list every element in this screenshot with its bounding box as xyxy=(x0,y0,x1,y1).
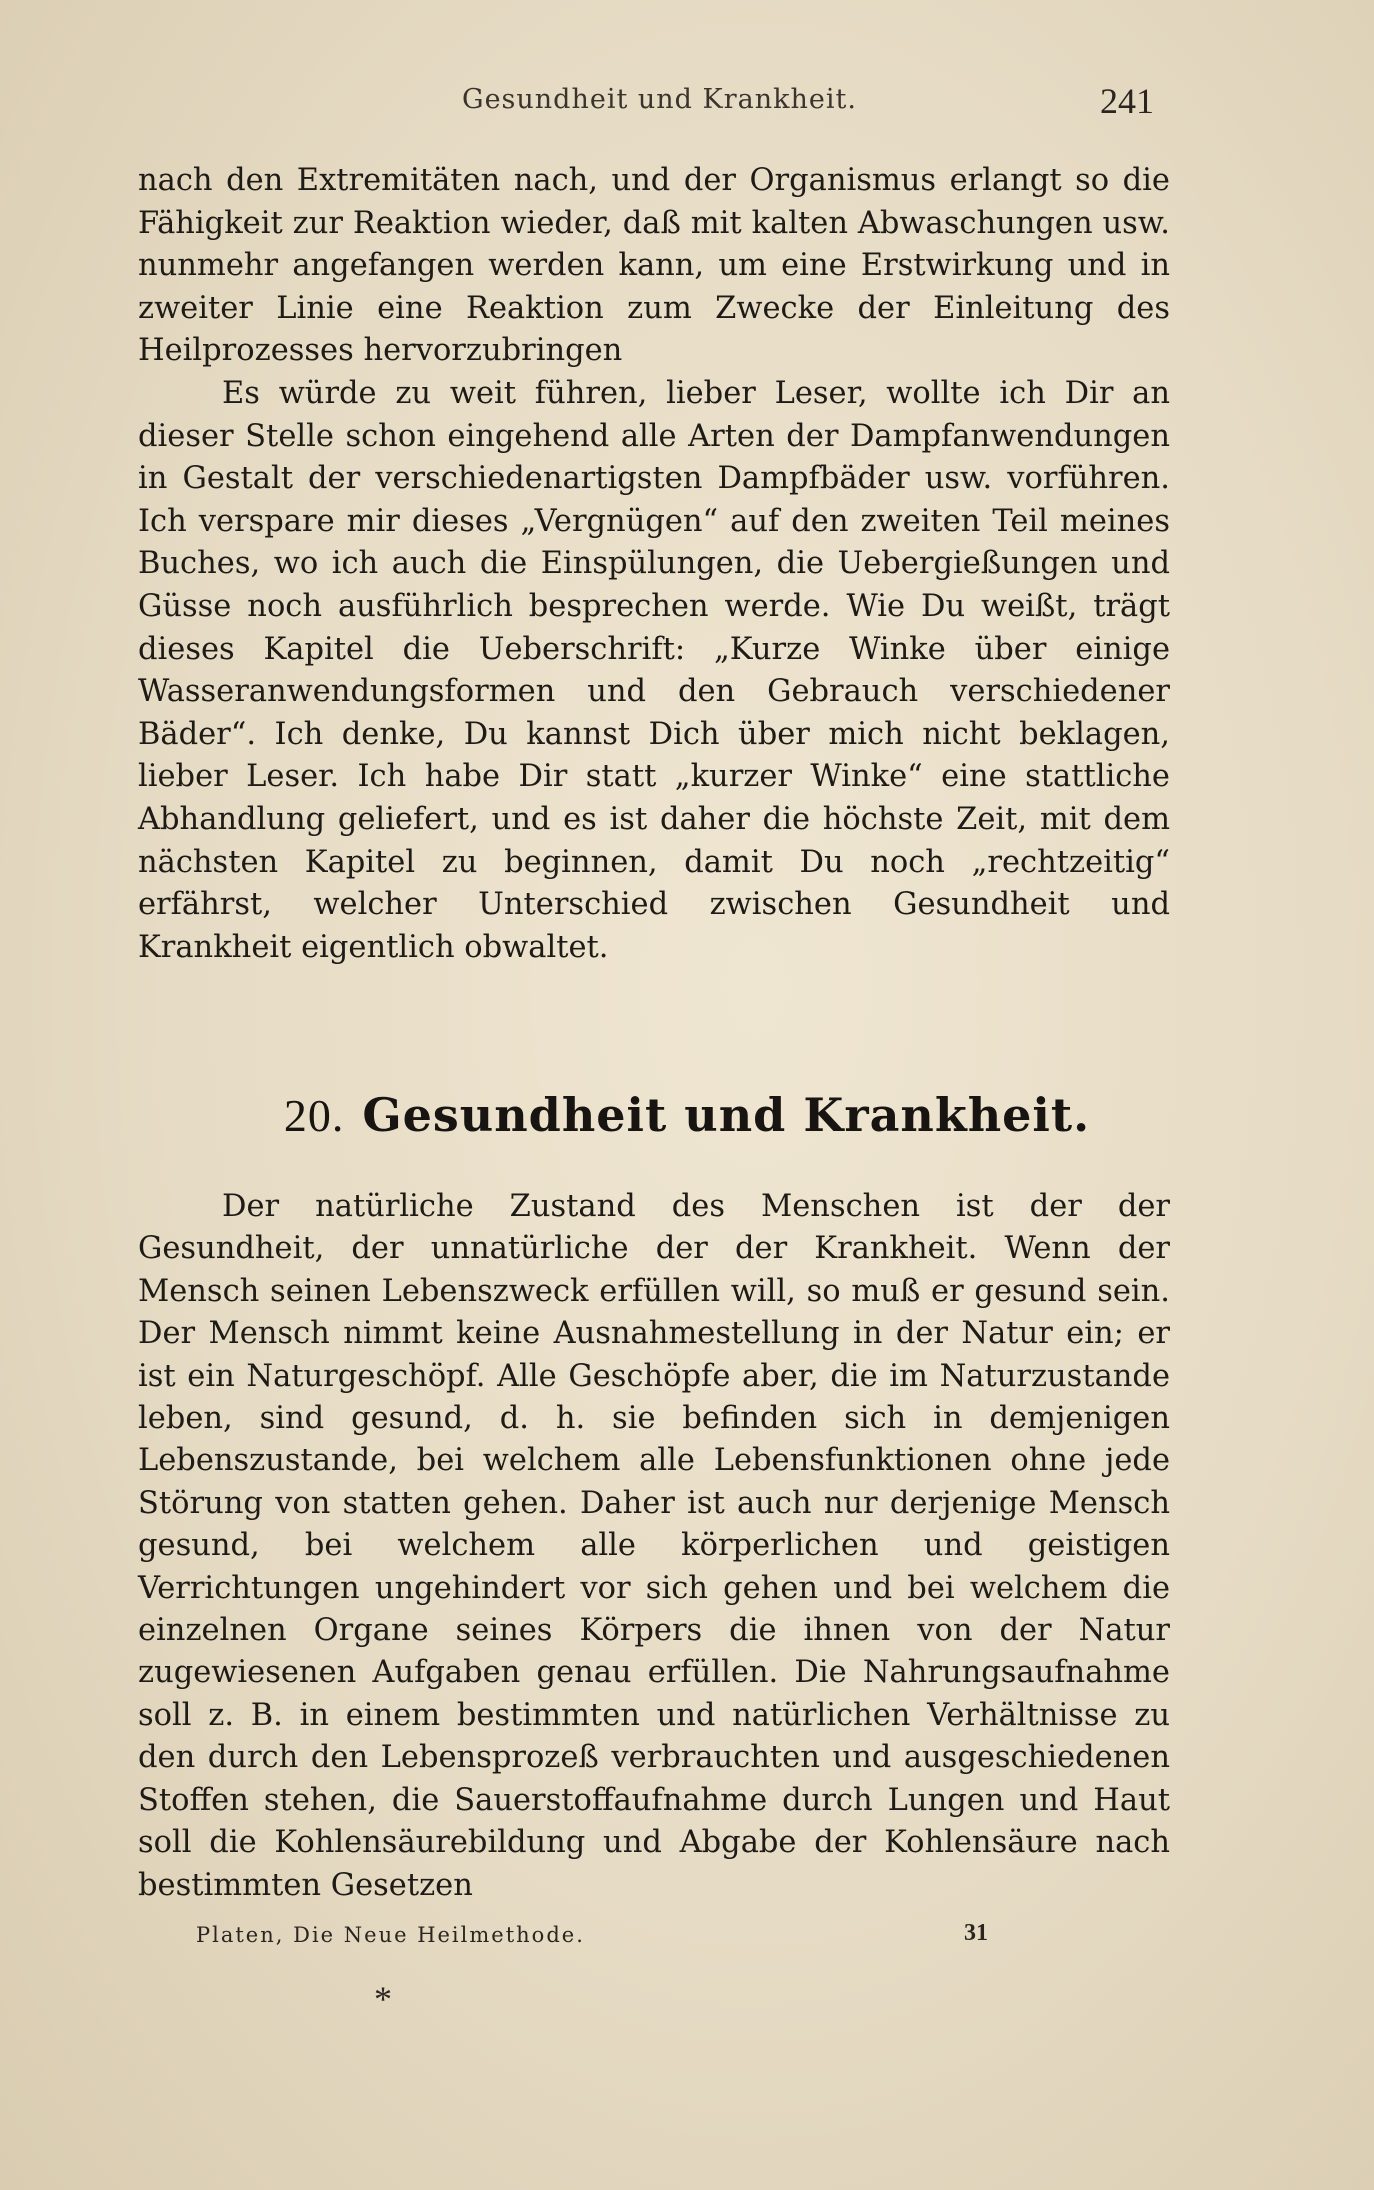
paragraph: Es würde zu weit führen, lieber Leser, wollte ich Dir an dieser Stelle schon eingehend alle Arten der Dampfanwendungen in Gestalt der verschiedenartigsten Dampfbäder usw. vorführen. Ich verspare mir dieses „Vergnügen“ auf den zweiten Teil meines Buches, wo ich auch die Einspülungen, die Uebergießungen und Güsse noch ausführlich besprechen werde. Wie Du weißt, trägt dieses Kapitel die Ueberschrift: „Kurze Winke über einige Wasseranwendungsformen und den Gebrauch verschiedener Bäder“. Ich denke, Du kannst Dich über mich nicht beklagen, lieber Leser. Ich habe Dir statt „kurzer Winke“ eine stattliche Abhandlung geliefert, und es ist daher die höchste Zeit, mit dem nächsten Kapitel zu beginnen, damit Du noch „rechtzeitig“ erfährst, welcher Unterschied zwischen Gesundheit und Krankheit eigentlich obwaltet. xyxy=(138,375,1170,965)
running-head: Gesundheit und Krankheit. xyxy=(462,84,857,115)
paragraph-continued: nach den Extremitäten nach, und der Organismus erlangt so die Fähigkeit zur Reaktion wieder, daß mit kalten Abwaschungen usw. nunmehr angefangen werden kann, um eine Erstwirkung und in zweiter Linie eine Reaktion zum Zwecke der Einleitung des Heilprozesses hervorzubringen xyxy=(138,163,1170,369)
paragraph: Der natürliche Zustand des Menschen ist der der Gesundheit, der unnatürliche der der Krankheit. Wenn der Mensch seinen Lebenszweck erfüllen will, so muß er gesund sein. Der Mensch nimmt keine Ausnahmestellung in der Natur ein; er ist ein Naturgeschöpf. Alle Geschöpfe aber, die im Naturzustande leben, sind gesund, d. h. sie befinden sich in demjenigen Lebenszustande, bei welchem alle Lebensfunktionen ohne jede Störung von statten gehen. Daher ist auch nur derjenige Mensch gesund, bei welchem alle körperlichen und geistigen Verrichtungen ungehindert vor sich gehen und bei welchem die einzelnen Organe seines Körpers die ihnen von der Natur zugewiesenen Aufgaben genau erfüllen. Die Nahrungsaufnahme soll z. B. in einem bestimmten und natürlichen Verhältnisse zu den durch den Lebensprozeß verbrauchten und ausgeschiedenen Stoffen stehen, die Sauerstoffaufnahme durch Lungen und Haut soll die Kohlensäurebildung und Abgabe der Kohlensäure nach bestimmten Gesetzen xyxy=(138,1189,1170,1903)
chapter-number: 20. xyxy=(283,1090,345,1141)
page-number: 241 xyxy=(1100,81,1154,121)
printer-signature: Platen, Die Neue Heilmethode. xyxy=(196,1923,585,1947)
chapter-title: Gesundheit und Krankheit. xyxy=(362,1088,1091,1142)
chapter-text xyxy=(138,1186,1170,1907)
chapter-heading xyxy=(0,1088,1374,1142)
continuation-text xyxy=(138,160,1170,969)
sheet-number: 31 xyxy=(964,1920,988,1946)
signature-mark: * xyxy=(374,1979,392,2019)
